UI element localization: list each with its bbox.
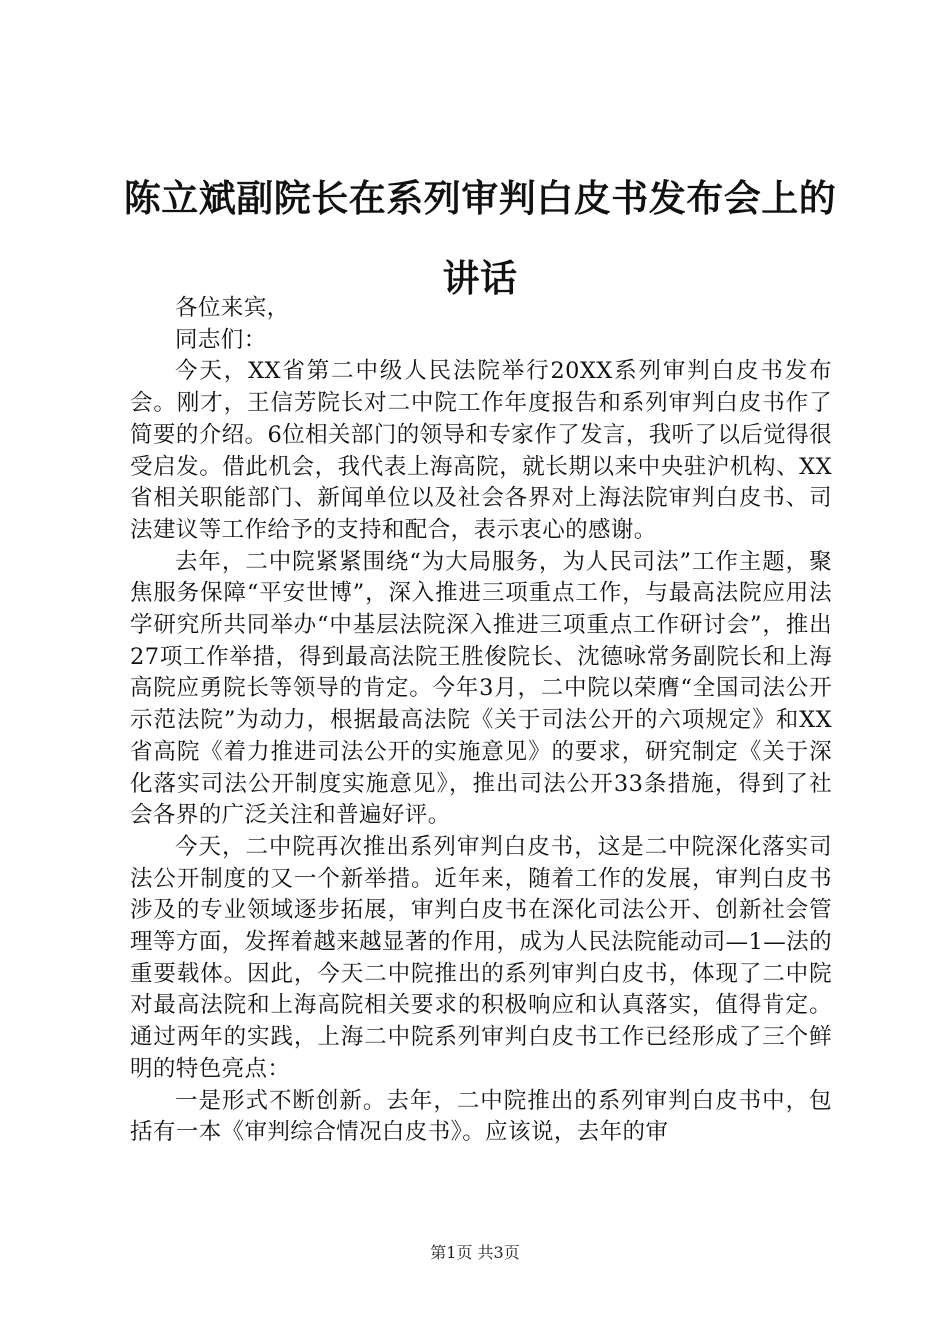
page-footer: 第1页 共3页: [430, 1243, 520, 1262]
paragraph-salutation-comrades: 同志们：: [175, 326, 267, 353]
paragraph-salutation-guests: 各位来宾，: [175, 295, 290, 321]
document-title: 陈立斌副院长在系列审判白皮书发布会上的讲话: [123, 176, 837, 300]
paragraph: 今天，XX省第二中级人民法院举行20XX系列审判白皮书发布会。刚才，王信芳院长对二中院工作年度报告和系列审判白皮书作了简要的介绍。6位相关部门的领导和专家作了发言，我听了以后觉得很受启发。借此机会，我代表上海高院，就长期以来中央驻沪机构、XX省相关职能部门、新闻单位以及社会各界对上海法院审判白皮书、司法建议等工作给予的支持和配合，表示衷心的感谢。: [130, 358, 832, 543]
paragraph: 去年，二中院紧紧围绕“为大局服务，为人民司法”工作主题，聚焦服务保障“平安世博”，深入推进三项重点工作，与最高法院应用法学研究所共同举办“中基层法院深入推进三项重点工作研讨会”，推出27项工作举措，得到最高法院王胜俊院长、沈德咏常务副院长和上海高院应勇院长等领导的肯定。今年3月，二中院以荣膺“全国司法公开示范法院”为动力，根据最高法院《关于司法公开的六项规定》和XX省高院《着力推进司法公开的实施意见》的要求，研究制定《关于深化落实司法公开制度实施意见》，推出司法公开33条措施，得到了社会各界的广泛关注和普遍好评。: [130, 548, 832, 829]
paragraph: 今天，二中院再次推出系列审判白皮书，这是二中院深化落实司法公开制度的又一个新举措。近年来，随着工作的发展，审判白皮书涉及的专业领域逐步拓展，审判白皮书在深化司法公开、创新社会管理等方面，发挥着越来越显著的作用，成为人民法院能动司—1—法的重要载体。因此，今天二中院推出的系列审判白皮书，体现了二中院对最高法院和上海高院相关要求的积极响应和认真落实，值得肯定。通过两年的实践，上海二中院系列审判白皮书工作已经形成了三个鲜明的特色亮点：: [130, 833, 832, 1082]
document-body: [130, 293, 832, 1149]
paragraph: 一是形式不断创新。去年，二中院推出的系列审判白皮书中，包括有一本《审判综合情况白皮书》。应该说，去年的审: [130, 1087, 832, 1146]
